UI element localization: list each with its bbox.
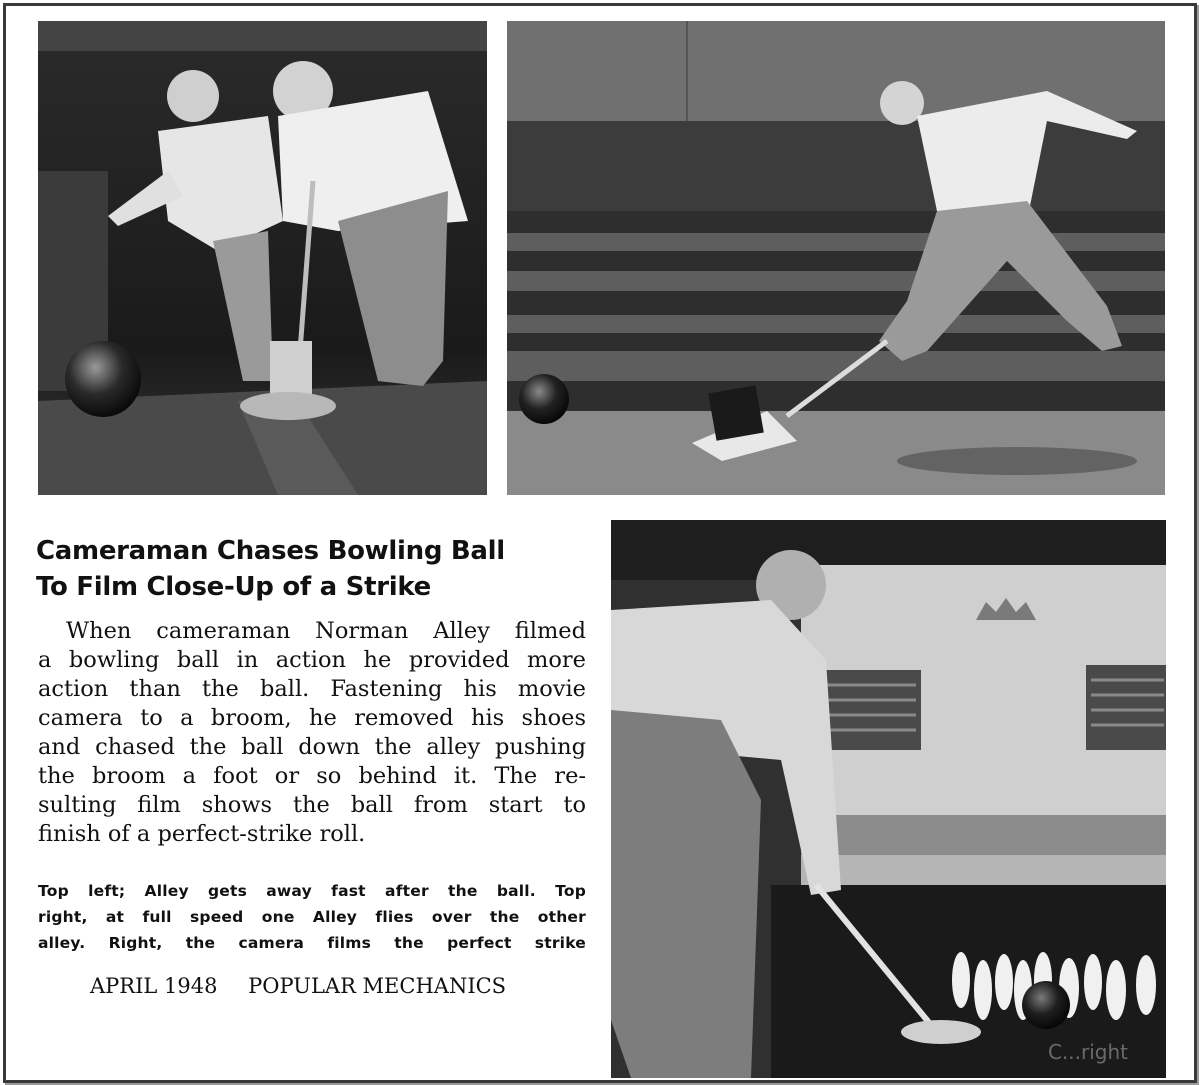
caption-line: right, at full speed one Alley flies over the other — [38, 908, 586, 926]
body-line: action than the ball. Fastening his movie — [38, 676, 586, 702]
body-line: a bowling ball in action he provided more — [38, 647, 586, 673]
body-line: and chased the ball down the alley pushing — [38, 734, 586, 760]
body-line: finish of a perfect-strike roll. — [38, 821, 366, 847]
body-line: the broom a foot or so behind it. The re- — [38, 763, 586, 789]
body-line: When cameraman Norman Alley filmed — [66, 618, 586, 644]
body-line: sulting film shows the ball from start to — [38, 792, 586, 818]
photo-top-left-image — [38, 21, 487, 495]
photo-camera-films-strike — [611, 520, 1166, 1078]
page-footer — [90, 974, 590, 998]
headline-line: To Film Close-Up of a Strike — [36, 572, 431, 602]
issue-date: APRIL 1948 — [90, 974, 218, 998]
article-body — [38, 617, 586, 849]
headline-line: Cameraman Chases Bowling Ball — [36, 536, 505, 566]
body-line: camera to a broom, he removed his shoes — [38, 705, 586, 731]
photo-alley-starts-after-ball — [38, 21, 487, 495]
photo-bottom-right-image — [611, 520, 1166, 1078]
photo-top-right-image — [507, 21, 1165, 495]
caption-line: Top left; Alley gets away fast after the ball. Top — [38, 882, 586, 900]
copyright-watermark: C...right — [1047, 1040, 1128, 1064]
caption-line: alley. Right, the camera films the perfect strike — [38, 934, 586, 952]
article-headline — [36, 533, 596, 605]
photo-caption — [38, 878, 586, 956]
publication-name: POPULAR MECHANICS — [248, 974, 507, 998]
photo-alley-flies-over-alley — [507, 21, 1165, 495]
